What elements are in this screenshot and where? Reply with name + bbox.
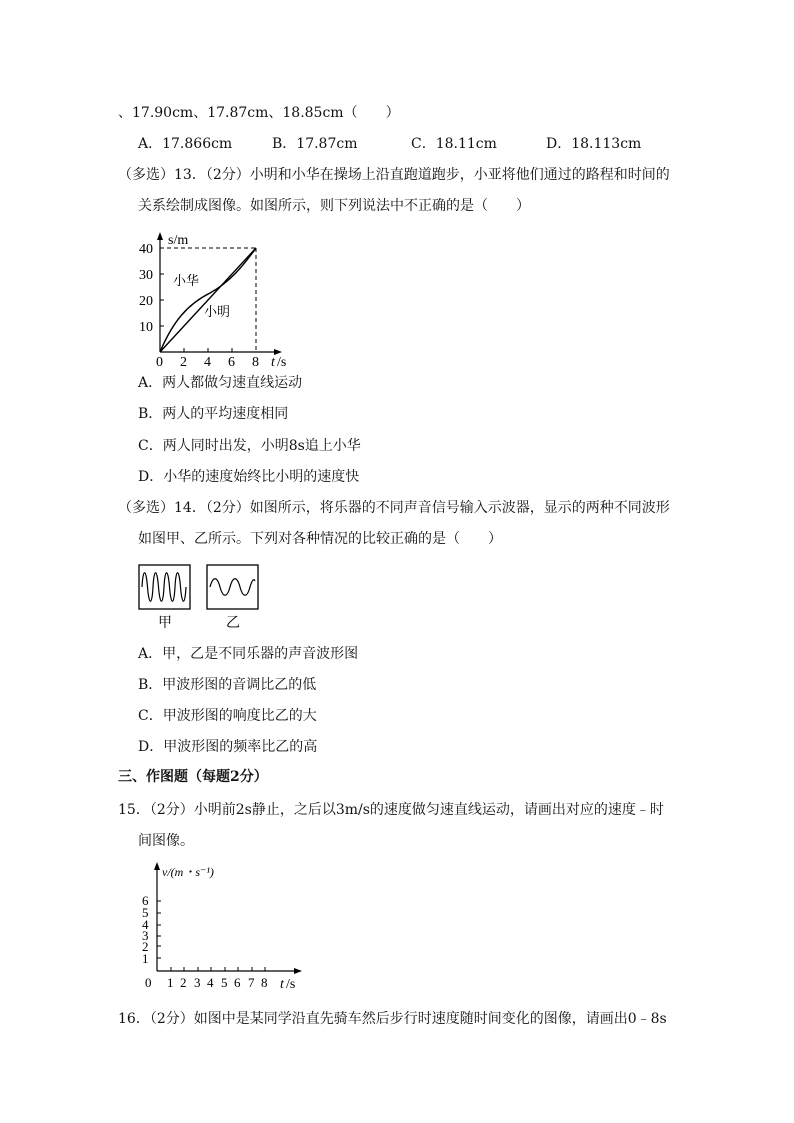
- q14-option-b[interactable]: B．甲波形图的音调比乙的低: [138, 677, 317, 693]
- q13-ytick-40: 40: [139, 242, 153, 257]
- q12-option-b[interactable]: B．17.87cm: [272, 136, 358, 152]
- q15-stem-line2: 间图像。: [138, 833, 194, 849]
- q13-x-label-unit: /s: [277, 355, 287, 366]
- q14-label-jia: 甲: [158, 616, 172, 631]
- q15-xtick-6: 6: [234, 975, 241, 990]
- q13-y-label: s/m: [168, 233, 189, 248]
- q13-xtick-2: 2: [180, 355, 187, 366]
- q15-ytick-3: 3: [142, 928, 149, 943]
- q15-x-label-var: t: [280, 977, 284, 992]
- q14-option-c[interactable]: C．甲波形图的响度比乙的大: [138, 708, 317, 724]
- q12-option-d[interactable]: D．18.113cm: [546, 136, 642, 152]
- q15-xtick-2: 2: [180, 975, 187, 990]
- q15-x-label-unit: /s: [286, 977, 296, 992]
- q16-stem-line1: 16．（2分）如图中是某同学沿直先骑车然后步行时速度随时间变化的图像，请画出0﹣8s: [118, 1011, 667, 1027]
- q12-option-c[interactable]: C．18.11cm: [411, 136, 497, 152]
- q13-option-d[interactable]: D．小华的速度始终比小明的速度快: [138, 469, 360, 485]
- q13-xtick-8: 8: [252, 355, 259, 366]
- q13-option-b[interactable]: B．两人的平均速度相同: [138, 406, 289, 422]
- q15-xtick-8: 8: [261, 975, 268, 990]
- q14-stem-line1: （多选）14．（2分）如图所示，将乐器的不同声音信号输入示波器，显示的两种不同波形: [118, 500, 670, 516]
- q15-origin: 0: [145, 975, 152, 990]
- q15-y-axis-arrow: [154, 862, 160, 870]
- q14-waveforms: [138, 564, 268, 636]
- q13-distance-time-graph: [138, 226, 308, 366]
- q15-y-label: v/(m・s⁻¹): [162, 865, 214, 879]
- q13-label-xiaoming: 小明: [204, 304, 231, 319]
- q15-ytick-1: 1: [142, 951, 149, 966]
- q15-x-axis-arrow: [294, 968, 302, 974]
- q13-line-xiaoming: [160, 248, 256, 352]
- q13-ytick-30: 30: [139, 268, 153, 283]
- q13-option-c[interactable]: C．两人同时出发，小明8s追上小华: [138, 438, 361, 454]
- q13-origin: 0: [156, 355, 163, 366]
- q13-option-a[interactable]: A．两人都做匀速直线运动: [138, 375, 303, 391]
- q12-option-a[interactable]: A．17.866cm: [138, 136, 233, 152]
- q15-ytick-4: 4: [142, 917, 149, 932]
- q15-stem-line1: 15．（2分）小明前2s静止，之后以3m/s的速度做匀速直线运动，请画出对应的速度﹣时: [118, 802, 664, 818]
- q13-xtick-4: 4: [204, 355, 211, 366]
- q13-y-axis-arrow: [157, 232, 163, 240]
- q13-stem-line1: （多选）13．（2分）小明和小华在操场上沿直跑道跑步，小亚将他们通过的路程和时间的: [118, 167, 670, 183]
- q15-xtick-4: 4: [207, 975, 214, 990]
- q13-x-label-var: t: [271, 355, 275, 366]
- q13-stem-line2: 关系绘制成图像。如图所示，则下列说法中不正确的是（ ）: [138, 198, 530, 214]
- q15-ytick-2: 2: [142, 939, 149, 954]
- q15-velocity-time-graph: [140, 857, 310, 992]
- q15-xtick-1: 1: [167, 975, 174, 990]
- q15-xtick-7: 7: [248, 975, 255, 990]
- q13-ytick-20: 20: [139, 294, 153, 309]
- q15-xtick-5: 5: [221, 975, 228, 990]
- q15-ytick-5: 5: [142, 905, 149, 920]
- q14-label-yi: 乙: [226, 616, 240, 631]
- q13-ytick-10: 10: [139, 320, 153, 335]
- q14-stem-line2: 如图甲、乙所示。下列对各种情况的比较正确的是（ ）: [138, 531, 502, 547]
- q14-wave-jia: [142, 573, 186, 602]
- q13-label-xiaohua: 小华: [173, 273, 200, 288]
- q14-option-d[interactable]: D．甲波形图的频率比乙的高: [138, 739, 318, 755]
- q15-ytick-6: 6: [142, 893, 149, 908]
- q15-xtick-3: 3: [194, 975, 201, 990]
- q13-xtick-6: 6: [228, 355, 235, 366]
- q14-wave-yi: [210, 579, 255, 596]
- q12-tail: 、17.90cm、17.87cm、18.85cm（ ）: [118, 105, 400, 121]
- q14-option-a[interactable]: A．甲，乙是不同乐器的声音波形图: [138, 646, 359, 662]
- section-title: 三、作图题（每题2分）: [118, 769, 268, 785]
